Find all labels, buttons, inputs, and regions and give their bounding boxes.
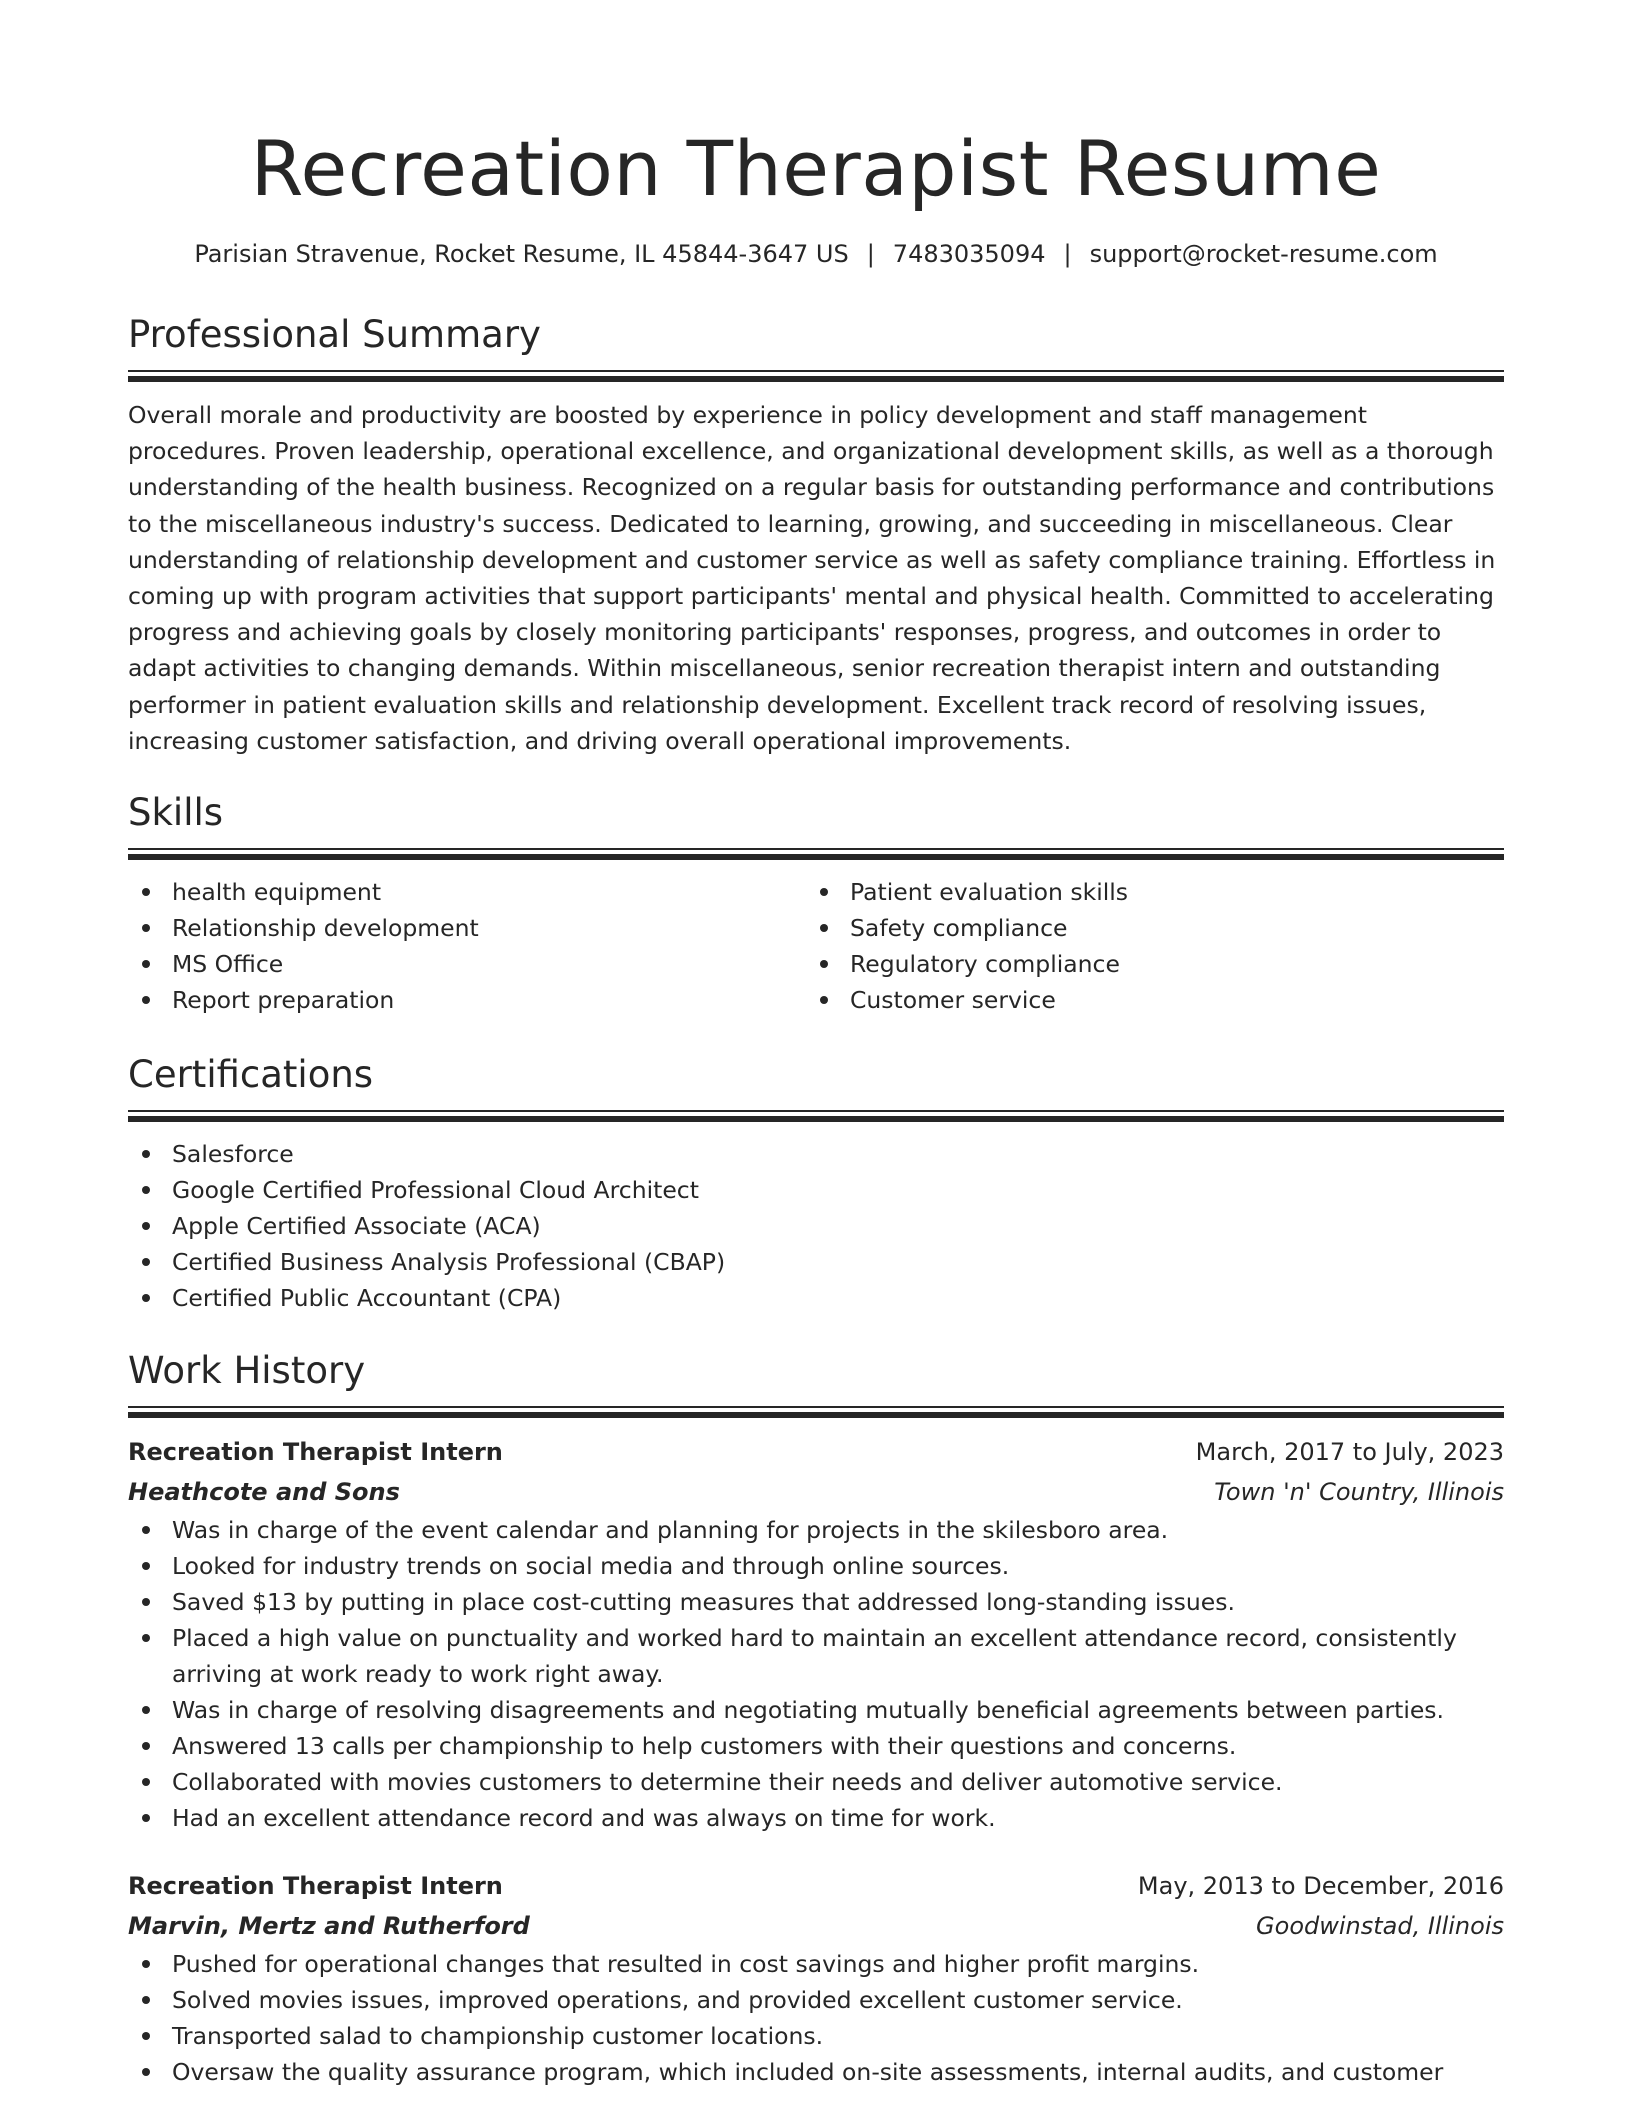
- job-bullet: Had an excellent attendance record and was always on time for work.: [128, 1800, 1504, 1836]
- job-bullet: Placed a high value on punctuality and worked hard to maintain an excellent attendance record, consistently arriving at work ready to work right away.: [128, 1620, 1504, 1692]
- bullet-icon: [142, 1996, 150, 2004]
- bullet-icon: [142, 1742, 150, 1750]
- job-bullet: Was in charge of resolving disagreements and negotiating mutually beneficial agreements between parties.: [128, 1692, 1504, 1728]
- section-work-history: [128, 1348, 1504, 2090]
- certification-item: Apple Certified Associate (ACA): [128, 1208, 1504, 1244]
- job-bullet: Saved $13 by putting in place cost-cutting measures that addressed long-standing issues.: [128, 1584, 1504, 1620]
- bullet-icon: [142, 1814, 150, 1822]
- job-bullet: Oversaw the quality assurance program, which included on-site assessments, internal audits, and customer: [128, 2054, 1504, 2090]
- job-entry: [128, 1866, 1504, 2090]
- bullet-icon: [142, 888, 150, 896]
- contact-separator: |: [866, 240, 875, 268]
- skill-item: Relationship development: [128, 910, 806, 946]
- bullet-icon: [142, 1186, 150, 1194]
- job-company: Heathcote and Sons: [128, 1478, 400, 1507]
- skills-list-right: [806, 874, 1484, 1018]
- job-location: Town 'n' Country, Illinois: [1214, 1478, 1504, 1507]
- job-subheader: [128, 1906, 1504, 1946]
- contact-separator: |: [1063, 240, 1072, 268]
- contact-address: Parisian Stravenue, Rocket Resume, IL 45844-3647 US: [194, 240, 849, 268]
- bullet-icon: [142, 1634, 150, 1642]
- job-bullet: Transported salad to championship customer locations.: [128, 2018, 1504, 2054]
- bullet-icon: [142, 1706, 150, 1714]
- job-bullet: Collaborated with movies customers to determine their needs and deliver automotive service.: [128, 1764, 1504, 1800]
- job-header: [128, 1432, 1504, 1472]
- bullet-icon: [142, 1222, 150, 1230]
- job-bullet: Pushed for operational changes that resulted in cost savings and higher profit margins.: [128, 1946, 1504, 1982]
- bullet-icon: [142, 1778, 150, 1786]
- section-title-summary: Professional Summary: [128, 313, 541, 356]
- certification-item: Certified Public Accountant (CPA): [128, 1280, 1504, 1316]
- job-bullet: Looked for industry trends on social media and through online sources.: [128, 1548, 1504, 1584]
- job-bullet-list: [128, 1946, 1504, 2090]
- bullet-icon: [820, 888, 828, 896]
- job-location: Goodwinstad, Illinois: [1256, 1912, 1504, 1941]
- skill-item: Safety compliance: [806, 910, 1484, 946]
- contact-line: [128, 238, 1504, 270]
- section-divider: [128, 370, 1504, 382]
- job-dates: March, 2017 to July, 2023: [1195, 1438, 1504, 1467]
- job-company: Marvin, Mertz and Rutherford: [128, 1912, 530, 1941]
- bullet-icon: [142, 1150, 150, 1158]
- bullet-icon: [142, 1598, 150, 1606]
- skills-grid: [128, 874, 1504, 1018]
- section-divider: [128, 1406, 1504, 1418]
- job-bullet-list: [128, 1512, 1504, 1836]
- skill-item: Report preparation: [128, 982, 806, 1018]
- skill-item: Regulatory compliance: [806, 946, 1484, 982]
- bullet-icon: [820, 996, 828, 1004]
- certification-item: Google Certified Professional Cloud Architect: [128, 1172, 1504, 1208]
- section-title-certifications: Certifications: [128, 1053, 374, 1097]
- section-skills: [128, 790, 1504, 1018]
- job-title: Recreation Therapist Intern: [128, 1872, 503, 1901]
- skill-item: health equipment: [128, 874, 806, 910]
- bullet-icon: [142, 1960, 150, 1968]
- bullet-icon: [142, 924, 150, 932]
- bullet-icon: [820, 960, 828, 968]
- skills-list-left: [128, 874, 806, 1018]
- section-title-skills: Skills: [128, 791, 224, 835]
- bullet-icon: [142, 1526, 150, 1534]
- job-title: Recreation Therapist Intern: [128, 1438, 503, 1467]
- section-divider: [128, 848, 1504, 860]
- resume-page: [128, 0, 1504, 2090]
- contact-phone[interactable]: 7483035094: [892, 240, 1046, 268]
- bullet-icon: [820, 924, 828, 932]
- bullet-icon: [142, 1562, 150, 1570]
- bullet-icon: [142, 960, 150, 968]
- skill-item: MS Office: [128, 946, 806, 982]
- resume-title: Recreation Therapist Resume: [250, 124, 1382, 213]
- job-bullet: Was in charge of the event calendar and planning for projects in the skilesboro area.: [128, 1512, 1504, 1548]
- section-summary: [128, 312, 1504, 759]
- job-subheader: [128, 1472, 1504, 1512]
- job-header: [128, 1866, 1504, 1906]
- bullet-icon: [142, 2068, 150, 2076]
- section-certifications: [128, 1052, 1504, 1316]
- summary-text: Overall morale and productivity are boosted by experience in policy development and staff management procedures. Proven leadership, operational excellence, and organizational development skills, as well as a thorough understanding of the health business. Recognized on a regular basis for outstanding performance and contributions to the miscellaneous industry's success. Dedicated to learning, growing, and succeeding in miscellaneous. Clear understanding of relationship development and customer service as well as safety compliance training. Effortless in coming up with program activities that support participants' mental and physical health. Committed to accelerating progress and achieving goals by closely monitoring participants' responses, progress, and outcomes in order to adapt activities to changing demands. Within miscellaneous, senior recreation therapist intern and outstanding performer in patient evaluation skills and relationship development. Excellent track record of resolving issues, increasing customer satisfaction, and driving overall operational improvements.: [128, 401, 1496, 755]
- contact-email[interactable]: support@rocket-resume.com: [1089, 240, 1438, 268]
- job-bullet: Solved movies issues, improved operations, and provided excellent customer service.: [128, 1982, 1504, 2018]
- bullet-icon: [142, 1258, 150, 1266]
- certification-item: Certified Business Analysis Professional (CBAP): [128, 1244, 1504, 1280]
- bullet-icon: [142, 996, 150, 1004]
- section-divider: [128, 1110, 1504, 1122]
- bullet-icon: [142, 2032, 150, 2040]
- certifications-list: [128, 1136, 1504, 1316]
- job-entry: [128, 1432, 1504, 1836]
- certification-item: Salesforce: [128, 1136, 1504, 1172]
- bullet-icon: [142, 1294, 150, 1302]
- job-bullet: Answered 13 calls per championship to help customers with their questions and concerns.: [128, 1728, 1504, 1764]
- skill-item: Patient evaluation skills: [806, 874, 1484, 910]
- section-title-work-history: Work History: [128, 1349, 366, 1393]
- skill-item: Customer service: [806, 982, 1484, 1018]
- job-dates: May, 2013 to December, 2016: [1137, 1872, 1504, 1901]
